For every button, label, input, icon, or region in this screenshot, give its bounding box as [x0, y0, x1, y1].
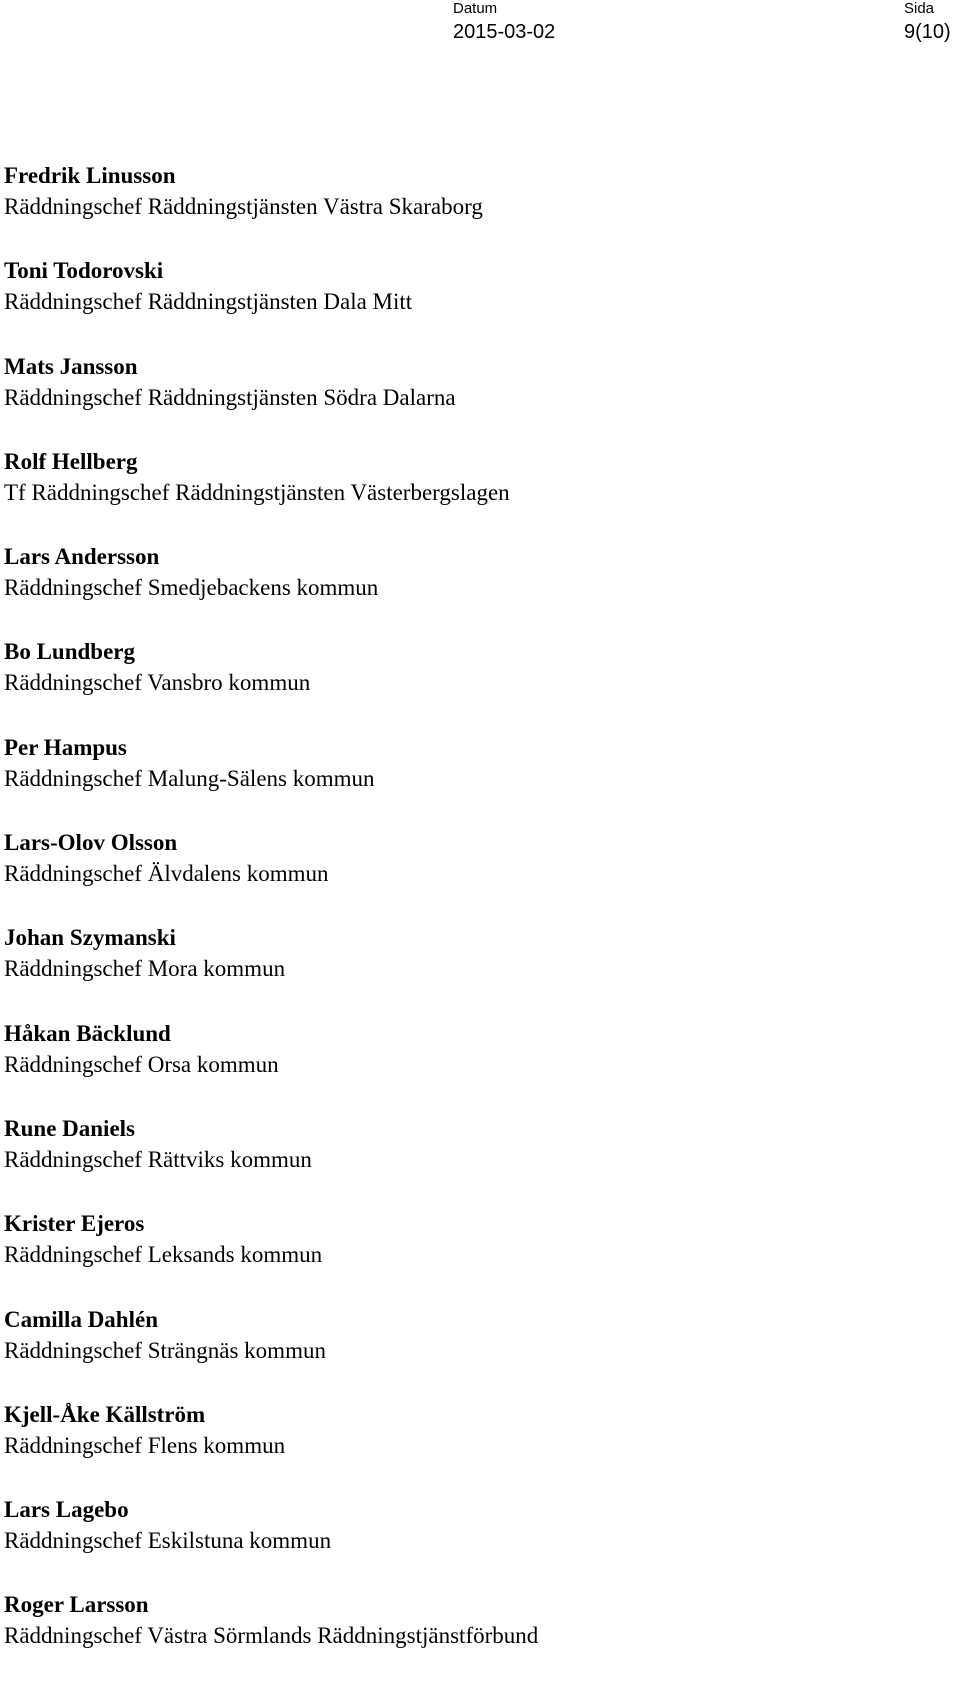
- contact-entry: [4, 827, 944, 922]
- contact-role: Räddningschef Räddningstjänsten Dala Mitt: [4, 289, 413, 315]
- contact-name: Lars Lagebo: [4, 1497, 129, 1523]
- contact-name: Rune Daniels: [4, 1115, 135, 1141]
- contact-entry: [4, 1018, 944, 1113]
- contact-role: Räddningschef Mora kommun: [4, 956, 286, 982]
- contact-role: Räddningschef Vansbro kommun: [4, 670, 311, 696]
- contact-entry: [4, 1304, 944, 1399]
- contact-entry: [4, 1208, 944, 1303]
- contact-role: Tf Räddningschef Räddningstjänsten Västerbergslagen: [4, 479, 510, 505]
- contact-role: Räddningschef Eskilstuna kommun: [4, 1528, 332, 1554]
- contact-name: Johan Szymanski: [4, 925, 176, 951]
- contact-role: Räddningschef Malung-Sälens kommun: [4, 765, 375, 791]
- contact-name: Rolf Hellberg: [4, 448, 138, 474]
- contact-role: Räddningschef Orsa kommun: [4, 1051, 279, 1077]
- contact-name: Bo Lundberg: [4, 639, 136, 665]
- date-label: Datum: [453, 0, 498, 17]
- contact-role: Räddningschef Rättviks kommun: [4, 1146, 312, 1172]
- contact-entry: [4, 636, 944, 731]
- contact-entry: [4, 446, 944, 541]
- date-value: 2015-03-02: [453, 21, 556, 43]
- contact-role: Räddningschef Flens kommun: [4, 1432, 286, 1458]
- contact-role: Räddningschef Räddningstjänsten Södra Dalarna: [4, 384, 456, 410]
- contact-list: [4, 160, 944, 1685]
- contact-name: Kjell-Åke Källström: [4, 1401, 206, 1427]
- contact-entry: [4, 1494, 944, 1589]
- contact-role: Räddningschef Smedjebackens kommun: [4, 575, 379, 601]
- contact-name: Roger Larsson: [4, 1592, 149, 1618]
- contact-role: Räddningschef Räddningstjänsten Västra Skaraborg: [4, 194, 483, 219]
- contact-name: Fredrik Linusson: [4, 163, 176, 188]
- contact-entry: [4, 1399, 944, 1494]
- contact-role: Räddningschef Strängnäs kommun: [4, 1337, 326, 1363]
- contact-role: Räddningschef Västra Sörmlands Räddningstjänstförbund: [4, 1623, 539, 1649]
- contact-entry: [4, 255, 944, 350]
- contact-role: Räddningschef Leksands kommun: [4, 1242, 323, 1268]
- contact-name: Lars-Olov Olsson: [4, 830, 178, 856]
- contact-name: Lars Andersson: [4, 544, 160, 570]
- page-header: [0, 0, 960, 50]
- contact-entry: [4, 922, 944, 1017]
- contact-name: Krister Ejeros: [4, 1211, 145, 1237]
- contact-entry: [4, 541, 944, 636]
- contact-entry: [4, 732, 944, 827]
- contact-entry: [4, 160, 944, 255]
- page-label: Sida: [904, 0, 935, 17]
- contact-name: Per Hampus: [4, 734, 127, 760]
- contact-entry: [4, 351, 944, 446]
- contact-entry: [4, 1589, 944, 1684]
- contact-name: Håkan Bäcklund: [4, 1020, 171, 1046]
- contact-name: Camilla Dahlén: [4, 1306, 158, 1332]
- contact-name: Toni Todorovski: [4, 258, 164, 284]
- page-number: 9(10): [904, 21, 951, 43]
- contact-role: Räddningschef Älvdalens kommun: [4, 861, 329, 887]
- contact-name: Mats Jansson: [4, 353, 138, 379]
- contact-entry: [4, 1113, 944, 1208]
